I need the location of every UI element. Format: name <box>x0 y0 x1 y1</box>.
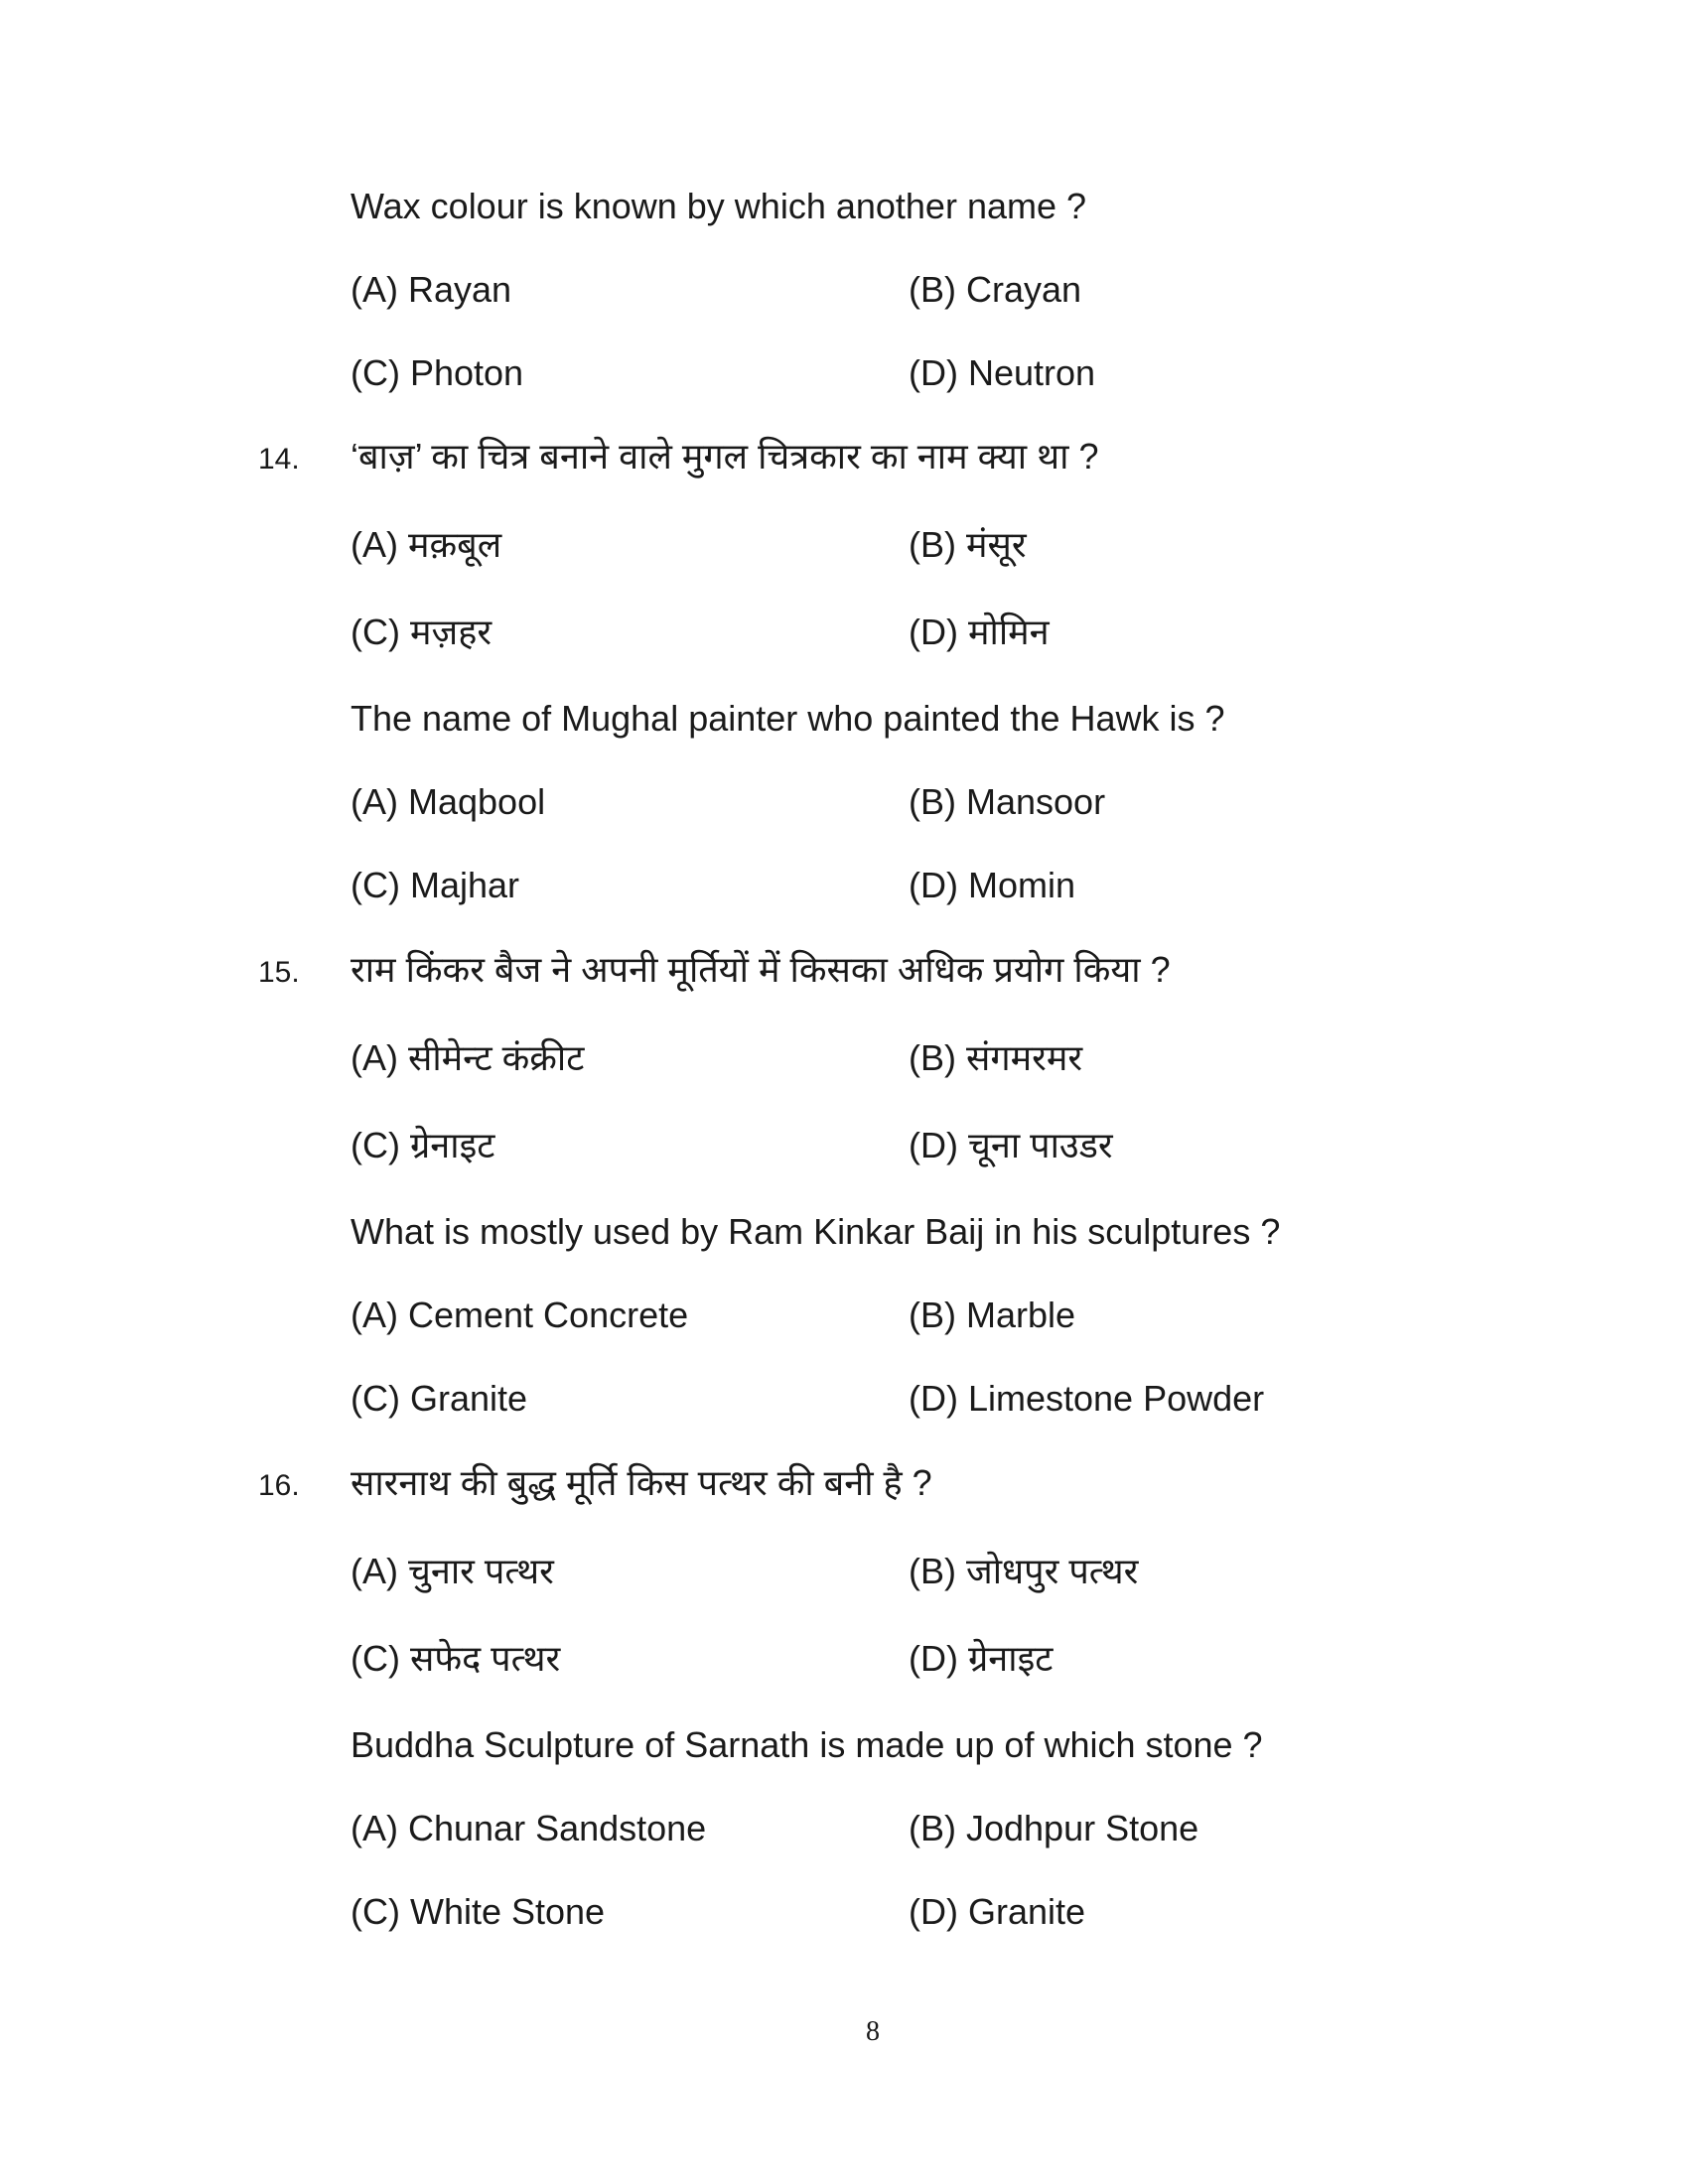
q14-english-option-a: (A) Maqbool <box>351 781 546 822</box>
q16-hindi-option-b: (B) जोधपुर पत्थर <box>909 1551 1139 1591</box>
q16-number: 16. <box>258 1469 300 1502</box>
q16-english-option-b: (B) Jodhpur Stone <box>909 1808 1199 1848</box>
q14-hindi-text: ‘बाज़’ का चित्र बनाने वाले मुगल चित्रकार का नाम क्या था ? <box>351 436 1099 477</box>
q14-hindi-option-a: (A) मक़बूल <box>351 524 502 565</box>
q15-english-option-c: (C) Granite <box>351 1378 528 1419</box>
q13-english-option-d: (D) Neutron <box>909 352 1096 393</box>
q15-hindi-option-c: (C) ग्रेनाइट <box>351 1125 495 1165</box>
q15-english-option-b: (B) Marble <box>909 1295 1076 1335</box>
q15-english-text: What is mostly used by Ram Kinkar Baij in his sculptures ? <box>351 1211 1281 1252</box>
q14-english-option-b: (B) Mansoor <box>909 781 1106 822</box>
q14-english-option-c: (C) Majhar <box>351 865 520 905</box>
q16-hindi-text: सारनाथ की बुद्ध मूर्ति किस पत्थर की बनी है ? <box>351 1462 932 1503</box>
q15-number: 15. <box>258 956 300 989</box>
q16-english-option-a: (A) Chunar Sandstone <box>351 1808 707 1848</box>
q15-hindi-option-b: (B) संगमरमर <box>909 1037 1083 1078</box>
q16-hindi-option-d: (D) ग्रेनाइट <box>909 1638 1054 1679</box>
q14-number: 14. <box>258 443 300 476</box>
q16-english-text: Buddha Sculpture of Sarnath is made up of which stone ? <box>351 1724 1263 1765</box>
q15-english-option-d: (D) Limestone Powder <box>909 1378 1265 1419</box>
q15-hindi-text: राम किंकर बैज ने अपनी मूर्तियों में किसका अधिक प्रयोग किया ? <box>351 949 1171 990</box>
q15-hindi-option-a: (A) सीमेन्ट कंक्रीट <box>351 1037 585 1078</box>
q15-hindi-option-d: (D) चूना पाउडर <box>909 1125 1113 1165</box>
q13-english-text: Wax colour is known by which another name ? <box>351 186 1087 226</box>
q14-hindi-option-d: (D) मोमिन <box>909 612 1050 652</box>
q14-hindi-option-b: (B) मंसूर <box>909 524 1027 565</box>
q13-english-option-a: (A) Rayan <box>351 269 512 310</box>
q16-hindi-option-c: (C) सफेद पत्थर <box>351 1638 561 1679</box>
q14-english-text: The name of Mughal painter who painted the Hawk is ? <box>351 698 1225 739</box>
q16-hindi-option-a: (A) चुनार पत्थर <box>351 1551 554 1591</box>
q14-english-option-d: (D) Momin <box>909 865 1075 905</box>
q16-english-option-c: (C) White Stone <box>351 1891 606 1932</box>
q14-hindi-option-c: (C) मज़हर <box>351 612 492 652</box>
page-number: 8 <box>866 2016 880 2047</box>
q16-english-option-d: (D) Granite <box>909 1891 1086 1932</box>
q15-english-option-a: (A) Cement Concrete <box>351 1295 689 1335</box>
q13-english-option-b: (B) Crayan <box>909 269 1082 310</box>
q13-english-option-c: (C) Photon <box>351 352 524 393</box>
